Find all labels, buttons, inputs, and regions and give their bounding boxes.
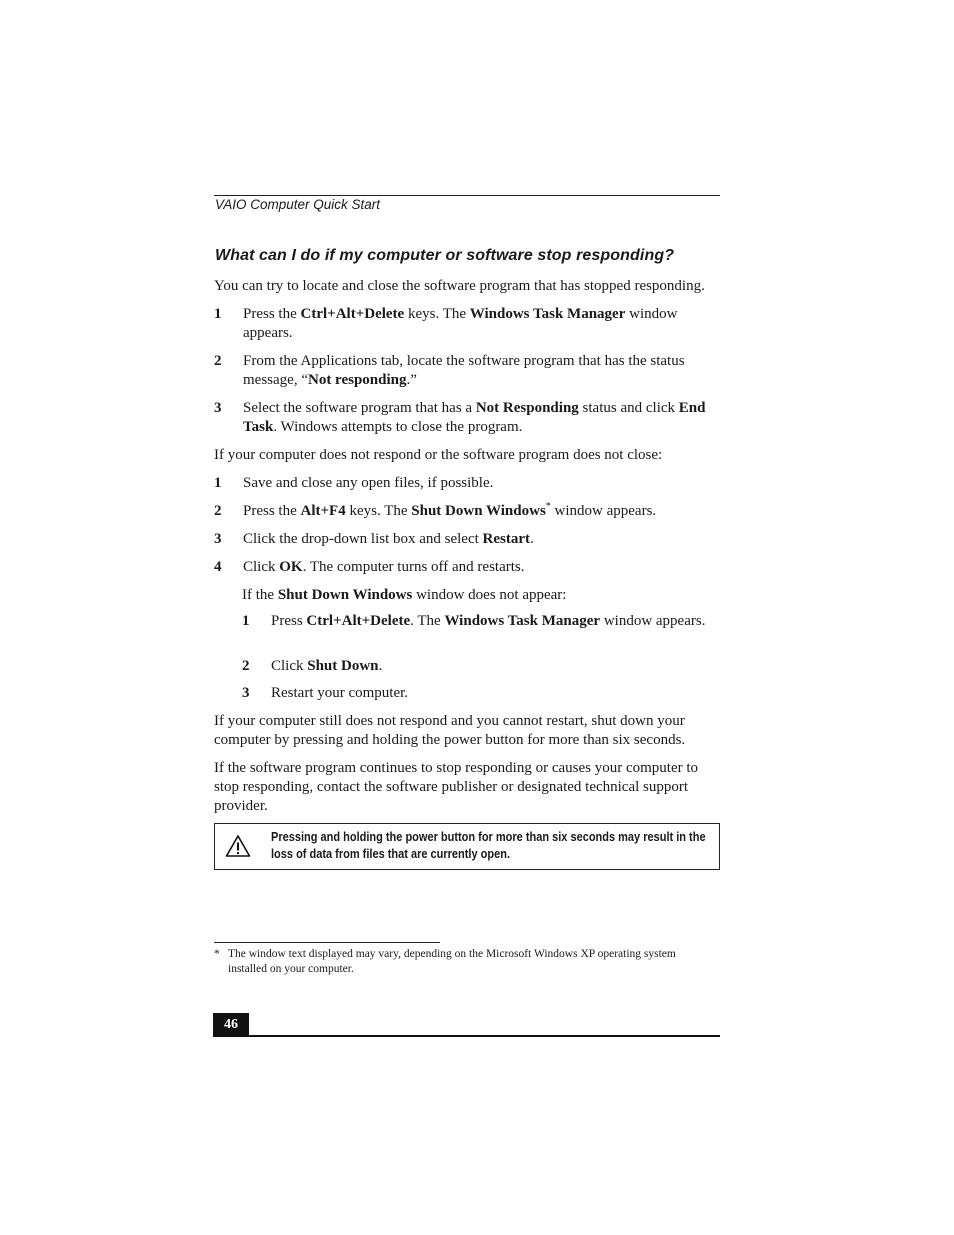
warning-box: [214, 823, 720, 870]
step-number: 3: [214, 531, 222, 547]
step-text: Press Ctrl+Alt+Delete. The Windows Task Manager window appears.: [271, 613, 706, 629]
step-number: 1: [214, 306, 222, 322]
paragraph: If your computer does not respond or the software program does not close:: [214, 447, 663, 463]
step-text: Press the Alt+F4 keys. The Shut Down Windows* window appears.: [243, 501, 657, 519]
step-number: 3: [214, 400, 222, 416]
page-number: 46: [213, 1013, 249, 1036]
sub-intro: If the Shut Down Windows window does not appear:: [242, 587, 567, 603]
step-number: 1: [242, 613, 250, 629]
step-number: 3: [242, 685, 250, 701]
header-rule: [214, 195, 720, 196]
step-number: 2: [214, 353, 222, 369]
footnote-text: The window text displayed may vary, depending on the Microsoft Windows XP operating system installed on your computer.: [228, 948, 676, 975]
footnote-mark: *: [214, 948, 220, 960]
step-number: 4: [214, 559, 222, 575]
footer-rule: [213, 1035, 720, 1037]
step-text: Save and close any open files, if possible.: [243, 475, 494, 491]
step-text: From the Applications tab, locate the software program that has the status message, “Not responding.”: [243, 353, 685, 388]
step-number: 2: [242, 658, 250, 674]
step-text: Click the drop-down list box and select Restart.: [243, 531, 534, 547]
step-text: Restart your computer.: [271, 685, 409, 701]
warning-triangle-icon: [225, 834, 251, 858]
footnote-rule: [214, 942, 440, 943]
step-number: 2: [214, 503, 222, 519]
intro-paragraph: You can try to locate and close the software program that has stopped responding.: [214, 278, 705, 294]
step-number: 1: [214, 475, 222, 491]
section-title: What can I do if my computer or software stop responding?: [215, 247, 675, 264]
paragraph: If your computer still does not respond and you cannot restart, shut down your computer by pressing and holding the power button for more than six seconds.: [214, 713, 686, 748]
footnote-reference: *: [545, 501, 551, 512]
step-text: Select the software program that has a Not Responding status and click End Task. Windows attempts to close the program.: [243, 400, 706, 435]
running-head: VAIO Computer Quick Start: [215, 197, 381, 212]
step-text: Press the Ctrl+Alt+Delete keys. The Windows Task Manager window appears.: [243, 306, 678, 341]
step-text: Click OK. The computer turns off and restarts.: [243, 559, 525, 575]
warning-text: Pressing and holding the power button for more than six seconds may result in the loss of data from files that are currently open.: [271, 830, 706, 861]
paragraph: If the software program continues to stop responding or causes your computer to stop responding, contact the software publisher or designated technical support provider.: [214, 760, 699, 814]
step-text: Click Shut Down.: [271, 658, 383, 674]
